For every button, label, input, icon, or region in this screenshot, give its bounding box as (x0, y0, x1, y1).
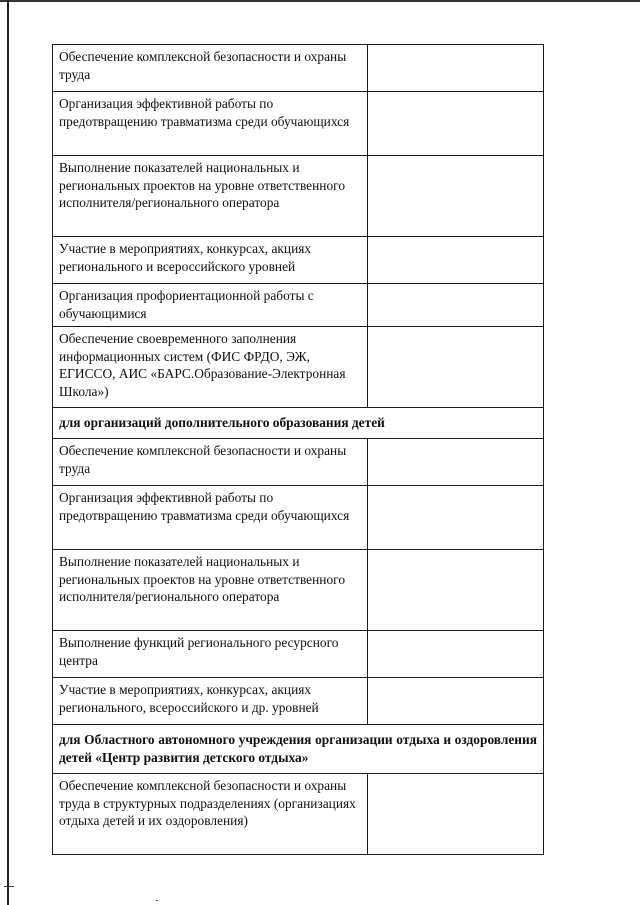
table-row (53, 439, 544, 486)
criterion-text: Организация эффективной работы по предотвращению травматизма среди обучающихся (53, 92, 368, 156)
table-row (53, 284, 544, 327)
criteria-table (52, 44, 544, 855)
scan-mark (4, 886, 14, 887)
table-row (53, 237, 544, 284)
table-row (53, 327, 544, 408)
table-row (53, 92, 544, 156)
criterion-text: Выполнение показателей национальных и региональных проектов на уровне ответственного исполнителя/регионального оператора (53, 550, 368, 631)
criterion-text: Участие в мероприятиях, конкурсах, акциях регионального и всероссийского уровней (53, 237, 368, 284)
criterion-text: Обеспечение комплексной безопасности и охраны труда (53, 439, 368, 486)
criterion-text: Выполнение показателей национальных и региональных проектов на уровне ответственного исполнителя/регионального оператора (53, 156, 368, 237)
criterion-value (368, 92, 544, 156)
criterion-value (368, 774, 544, 855)
criterion-text: Обеспечение своевременного заполнения информационных систем (ФИС ФРДО, ЭЖ, ЕГИССО, АИС «БАРС.Образование-Электронная Школа») (53, 327, 368, 408)
table-row (53, 774, 544, 855)
criterion-value (368, 678, 544, 725)
section-row (53, 408, 544, 439)
criterion-value (368, 486, 544, 550)
criterion-value (368, 550, 544, 631)
table-row (53, 486, 544, 550)
table-row (53, 550, 544, 631)
criterion-text: Участие в мероприятиях, конкурсах, акциях регионального, всероссийского и др. уровней (53, 678, 368, 725)
section-heading: для организаций дополнительного образования детей (53, 408, 544, 439)
table-row (53, 45, 544, 92)
criterion-value (368, 439, 544, 486)
section-row (53, 725, 544, 774)
criterion-text: Обеспечение комплексной безопасности и охраны труда (53, 45, 368, 92)
section-heading: для Областного автономного учреждения организации отдыха и оздоровления детей «Центр развития детского отдыха» (53, 725, 544, 774)
criterion-value (368, 45, 544, 92)
criterion-value (368, 156, 544, 237)
criterion-text: Организация профориентационной работы с обучающимися (53, 284, 368, 327)
table-row (53, 156, 544, 237)
criterion-value (368, 284, 544, 327)
scan-edge-top (0, 0, 640, 2)
criterion-text: Обеспечение комплексной безопасности и охраны труда в структурных подразделениях (организациях отдыха детей и их оздоровления) (53, 774, 368, 855)
table-row (53, 678, 544, 725)
scan-mark (156, 900, 158, 901)
criterion-text: Выполнение функций регионального ресурсного центра (53, 631, 368, 678)
scan-edge-left (7, 0, 9, 905)
criterion-value (368, 631, 544, 678)
criterion-value (368, 237, 544, 284)
criterion-value (368, 327, 544, 408)
table-row (53, 631, 544, 678)
criterion-text: Организация эффективной работы по предотвращению травматизма среди обучающихся (53, 486, 368, 550)
